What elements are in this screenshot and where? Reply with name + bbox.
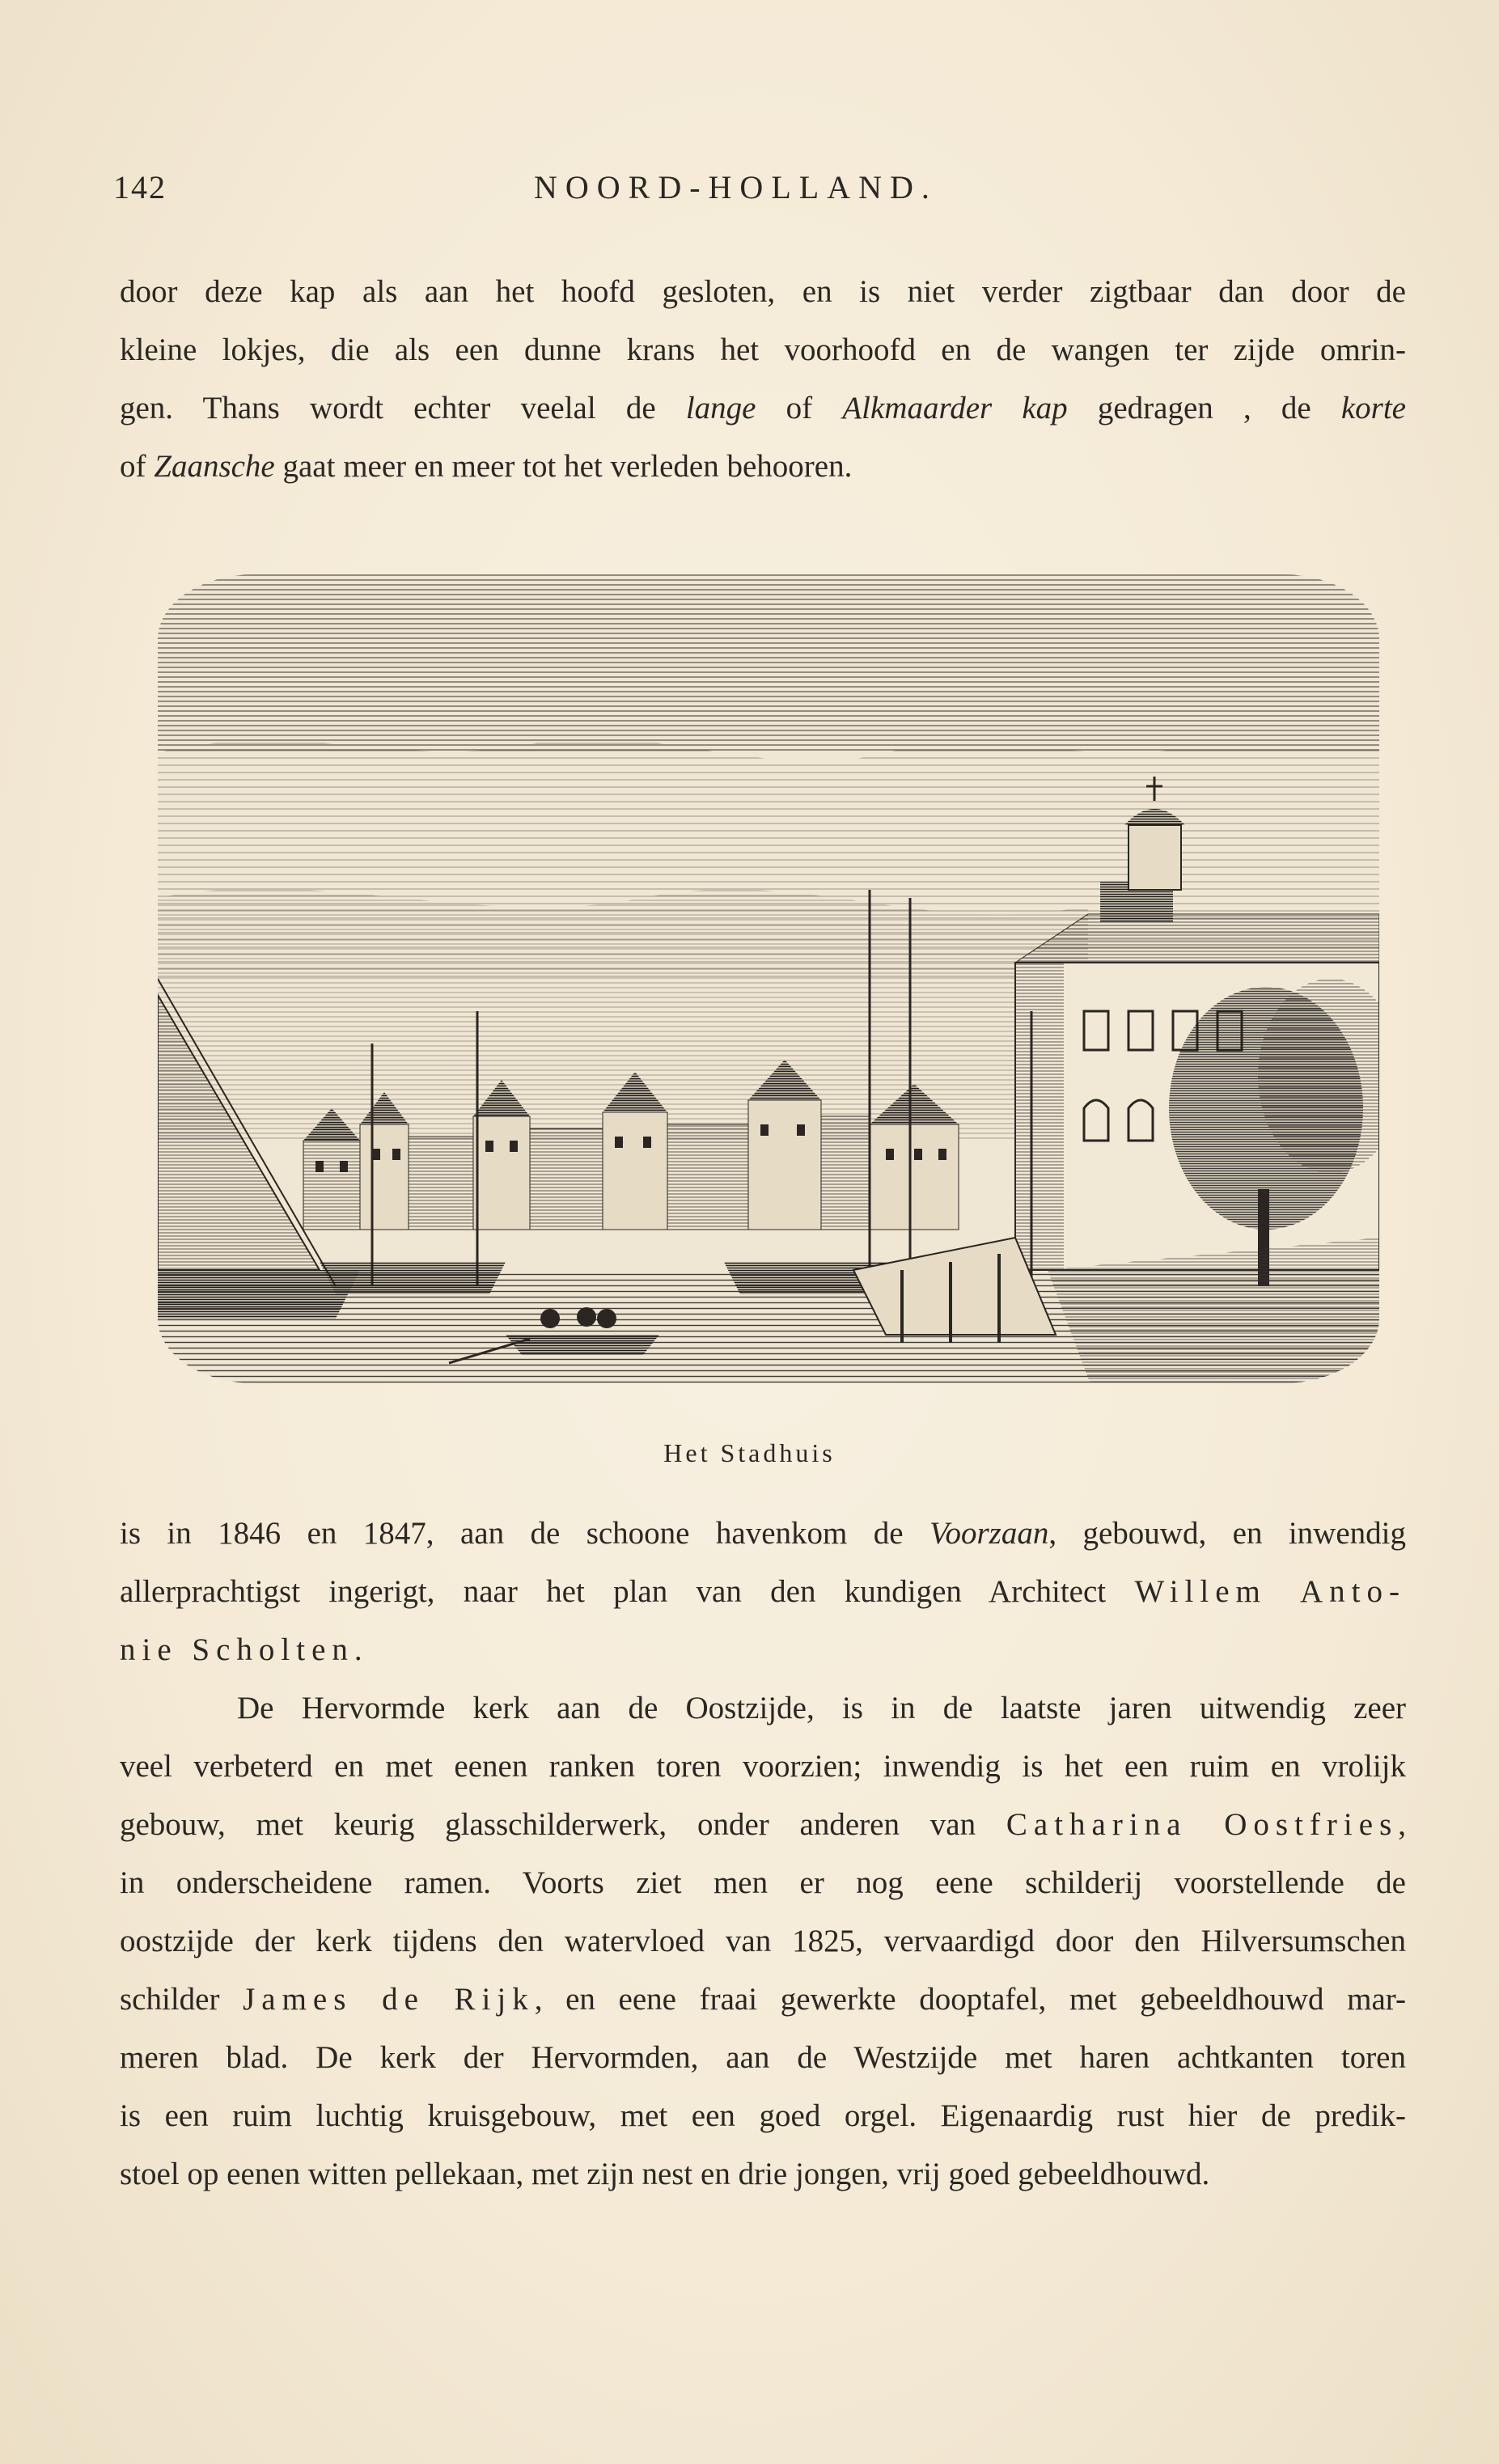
- text-line: is in 1846 en 1847, aan de schoone havenkom de Voorzaan, gebouwd, en inwendig: [120, 1516, 1406, 1551]
- illustration-caption: Het Stadhuis: [663, 1438, 836, 1467]
- text-line: nie Scholten.: [120, 1632, 362, 1667]
- engraving-scene: [158, 558, 1379, 1399]
- engraving-illustration: [158, 558, 1379, 1399]
- text-line: door deze kap als aan het hoofd gesloten, en is niet verder zigtbaar dan door de: [120, 274, 1406, 309]
- page-header: [113, 168, 1408, 225]
- intro-paragraph: [120, 263, 1406, 496]
- text-line: oostzijde der kerk tijdens den watervloed van 1825, vervaardigd door den Hilversumschen: [120, 1924, 1406, 1958]
- text-line: gebouw, met keurig glasschilderwerk, onder anderen van Catharina Oostfries,: [120, 1807, 1406, 1842]
- text-line: is een ruim luchtig kruisgebouw, met een goed orgel. Eigenaardig rust hier de predik-: [120, 2098, 1406, 2133]
- text-line: gen. Thans wordt echter veelal de lange of Alkmaarder kap gedragen , de korte: [120, 391, 1406, 425]
- text-line: stoel op eenen witten pellekaan, met zijn nest en drie jongen, vrij goed gebeeldhouwd.: [120, 2157, 1210, 2191]
- body-text: [120, 1505, 1406, 2204]
- text-line: schilder James de Rijk, en eene fraai gewerkte dooptafel, met gebeeldhouwd mar-: [120, 1982, 1406, 2017]
- text-line: of Zaansche gaat meer en meer tot het verleden behooren.: [120, 449, 853, 484]
- text-line: De Hervormde kerk aan de Oostzijde, is in de laatste jaren uitwendig zeer: [237, 1691, 1406, 1725]
- page-number: 142: [113, 169, 167, 205]
- text-line: veel verbeterd en met eenen ranken toren voorzien; inwendig is het een ruim en vrolijk: [120, 1749, 1406, 1784]
- text-line: kleine lokjes, die als een dunne krans het voorhoofd en de wangen ter zijde omrin-: [120, 332, 1406, 367]
- running-head: NOORD-HOLLAND.: [534, 169, 938, 205]
- text-line: in onderscheidene ramen. Voorts ziet men er nog eene schilderij voorstellende de: [120, 1865, 1406, 1900]
- text-line: meren blad. De kerk der Hervormden, aan de Westzijde met haren achtkanten toren: [120, 2040, 1406, 2075]
- text-line: allerprachtigst ingerigt, naar het plan van den kundigen Architect Willem Anto-: [120, 1574, 1406, 1609]
